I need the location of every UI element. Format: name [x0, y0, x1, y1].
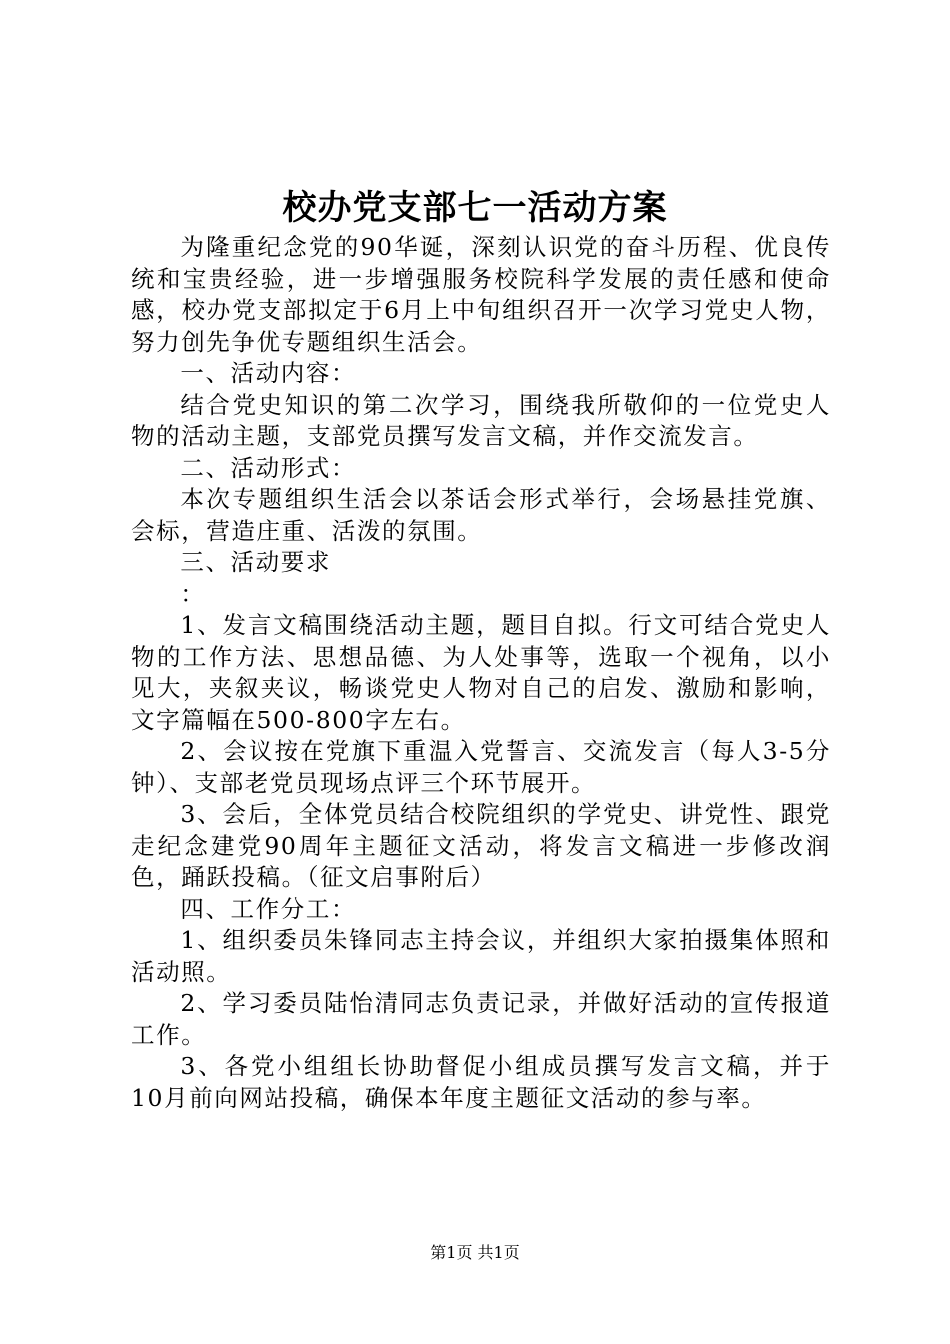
- section-heading-requirements: 三、活动要求: [180, 548, 331, 576]
- paragraph-requirement-3: 3、会后，全体党员结合校院组织的学党史、讲党性、跟党走纪念建党90周年主题征文活动，将发言文稿进一步修改润色，踊跃投稿。（征文启事附后）: [131, 800, 831, 891]
- section-heading-form: 二、活动形式：: [180, 453, 357, 482]
- section-heading-requirements-colon: ：: [180, 579, 206, 608]
- section-heading-division: 四、工作分工：: [180, 894, 357, 923]
- document-title: 校办党支部七一活动方案: [282, 188, 668, 228]
- page-footer: 第1页 共1页: [430, 1243, 520, 1262]
- paragraph-intro: 为隆重纪念党的90华诞，深刻认识党的奋斗历程、优良传统和宝贵经验，进一步增强服务校院科学发展的责任感和使命感，校办党支部拟定于6月上中旬组织召开一次学习党史人物，努力创先争优专题组织生活会。: [131, 233, 831, 356]
- paragraph-content: 结合党史知识的第二次学习，围绕我所敬仰的一位党史人物的活动主题，支部党员撰写发言文稿，并作交流发言。: [131, 390, 831, 450]
- document-body: [131, 232, 831, 1114]
- section-heading-content: 一、活动内容：: [180, 359, 357, 387]
- paragraph-division-2: 2、学习委员陆怡清同志负责记录，并做好活动的宣传报道工作。: [131, 989, 831, 1049]
- paragraph-division-3: 3、各党小组组长协助督促小组成员撰写发言文稿，并于10月前向网站投稿，确保本年度主题征文活动的参与率。: [131, 1052, 831, 1112]
- paragraph-form: 本次专题组织生活会以茶话会形式举行，会场悬挂党旗、会标，营造庄重、活泼的氛围。: [131, 485, 831, 545]
- paragraph-requirement-2: 2、会议按在党旗下重温入党誓言、交流发言（每人3-5分钟）、支部老党员现场点评三个环节展开。: [131, 737, 831, 797]
- paragraph-division-1: 1、组织委员朱锋同志主持会议，并组织大家拍摄集体照和活动照。: [131, 926, 831, 986]
- paragraph-requirement-1: 1、发言文稿围绕活动主题，题目自拟。行文可结合党史人物的工作方法、思想品德、为人处事等，选取一个视角，以小见大，夹叙夹议，畅谈党史人物对自己的启发、激励和影响，文字篇幅在500-800字左右。: [131, 611, 831, 734]
